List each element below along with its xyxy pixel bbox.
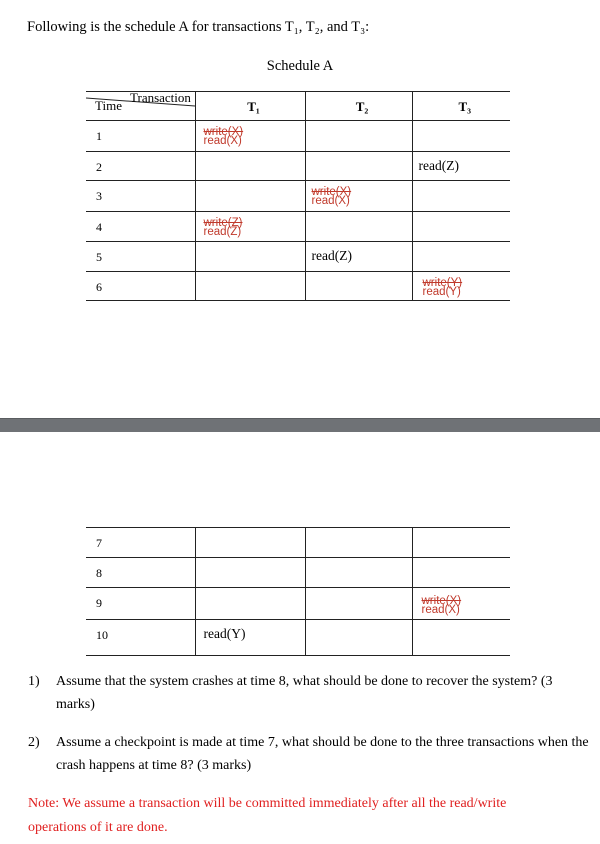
cell-t3 xyxy=(412,620,510,656)
crossed-operation: write(X) read(X) xyxy=(311,186,352,207)
time-cell: 8 xyxy=(86,558,195,588)
cell-t2 xyxy=(305,181,412,212)
cell-t3 xyxy=(412,588,510,620)
time-header-label: Time xyxy=(95,98,122,113)
question-1 xyxy=(28,670,591,716)
cell-t2 xyxy=(305,558,412,588)
cell-t1 xyxy=(195,528,305,558)
question-2 xyxy=(28,731,591,777)
cell-t3 xyxy=(412,528,510,558)
crossed-operation: write(Y) read(Y) xyxy=(422,277,463,298)
time-cell: 5 xyxy=(86,242,195,272)
header-t3: T₃ xyxy=(412,92,510,121)
time-cell: 7 xyxy=(86,528,195,558)
cell-t1 xyxy=(195,588,305,620)
table-header-row xyxy=(86,92,510,121)
cell-t1 xyxy=(195,212,305,242)
cell-t2: read(Z) xyxy=(305,242,412,272)
table-row xyxy=(86,558,510,588)
table-row xyxy=(86,121,510,152)
cell-t1: read(Y) xyxy=(195,620,305,656)
time-cell: 1 xyxy=(86,121,195,152)
cell-t3 xyxy=(412,242,510,272)
cell-t3 xyxy=(412,121,510,152)
cell-t1 xyxy=(195,558,305,588)
table-row xyxy=(86,588,510,620)
cell-t2 xyxy=(305,620,412,656)
table-row xyxy=(86,152,510,181)
table-row xyxy=(86,212,510,242)
question-text: Assume that the system crashes at time 8, what should be done to recover the system? (3 marks) xyxy=(56,674,553,712)
intro-text: Following is the schedule A for transactions T₁, T₂, and T₃: xyxy=(27,19,370,35)
table-row xyxy=(86,242,510,272)
table-row xyxy=(86,181,510,212)
crossed-operation: write(Z) read(Z) xyxy=(203,217,243,238)
cell-t1 xyxy=(195,152,305,181)
cell-t2 xyxy=(305,528,412,558)
time-cell: 2 xyxy=(86,152,195,181)
cell-t1 xyxy=(195,272,305,301)
cell-t2 xyxy=(305,121,412,152)
cell-t1 xyxy=(195,181,305,212)
table-row xyxy=(86,272,510,301)
crossed-operation: write(X) read(X) xyxy=(421,595,462,616)
page-break-divider xyxy=(0,418,600,432)
cell-t1 xyxy=(195,121,305,152)
table-row xyxy=(86,528,510,558)
time-cell: 4 xyxy=(86,212,195,242)
time-cell: 10 xyxy=(86,620,195,656)
question-text: Assume a checkpoint is made at time 7, what should be done to the three transactions when the crash happens at time 8? (3 marks) xyxy=(56,735,589,773)
cell-t3: read(Z) xyxy=(412,152,510,181)
header-t1: T₁ xyxy=(195,92,305,121)
question-number: 2) xyxy=(28,735,40,750)
cell-t3 xyxy=(412,212,510,242)
cell-t3 xyxy=(412,272,510,301)
schedule-table-bottom xyxy=(86,527,510,656)
cell-t2 xyxy=(305,272,412,301)
table-row xyxy=(86,620,510,656)
header-t2: T₂ xyxy=(305,92,412,121)
transaction-header-label: Transaction xyxy=(130,90,191,105)
cell-t2 xyxy=(305,212,412,242)
crossed-operation: write(X) read(X) xyxy=(203,126,244,147)
schedule-table-top xyxy=(86,91,510,301)
question-number: 1) xyxy=(28,674,40,689)
time-cell: 3 xyxy=(86,181,195,212)
cell-t1 xyxy=(195,242,305,272)
cell-t2 xyxy=(305,588,412,620)
note-text: Note: We assume a transaction will be committed immediately after all the read/write operations of it are done. xyxy=(28,796,507,835)
schedule-caption: Schedule A xyxy=(266,58,334,74)
cell-t3 xyxy=(412,181,510,212)
time-transaction-header xyxy=(86,92,195,121)
time-cell: 6 xyxy=(86,272,195,301)
cell-t2 xyxy=(305,152,412,181)
time-cell: 9 xyxy=(86,588,195,620)
cell-t3 xyxy=(412,558,510,588)
